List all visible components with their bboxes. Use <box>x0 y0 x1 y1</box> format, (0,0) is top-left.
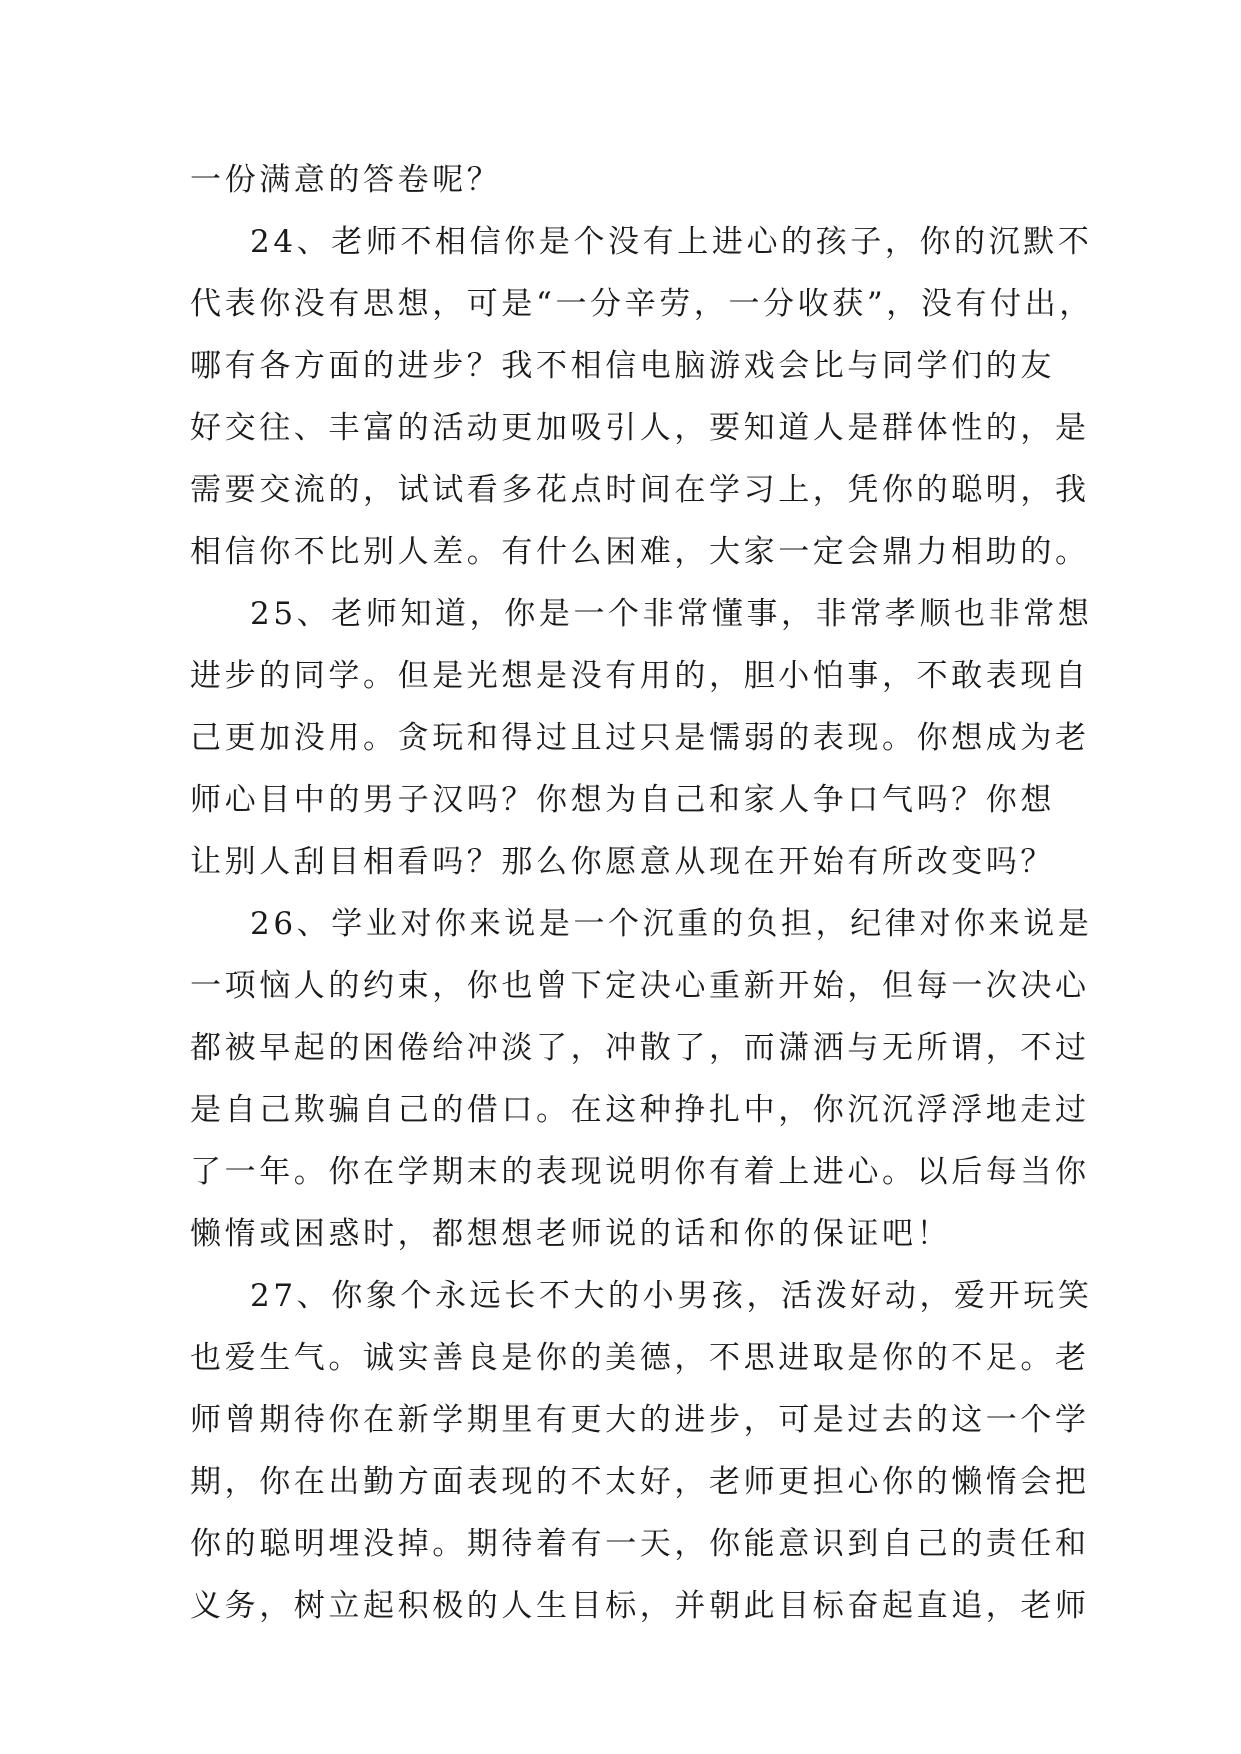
text-line: 代表你没有思想，可是“一分辛劳，一分收获”，没有付出， <box>190 286 1094 322</box>
text-line: 哪有各方面的进步？我不相信电脑游戏会比与同学们的友 <box>190 348 1055 384</box>
text-line: 26、学业对你来说是一个沉重的负担，纪律对你来说是 <box>250 906 1093 942</box>
text-line: 己更加没用。贪玩和得过且过只是懦弱的表现。你想成为老 <box>190 720 1090 756</box>
text-line: 进步的同学。但是光想是没有用的，胆小怕事，不敢表现自 <box>190 658 1090 694</box>
text-line: 让别人刮目相看吗？那么你愿意从现在开始有所改变吗？ <box>190 844 1055 880</box>
text-line: 是自己欺骗自己的借口。在这种挣扎中，你沉沉浮浮地走过 <box>190 1092 1090 1128</box>
text-line: 相信你不比别人差。有什么困难，大家一定会鼎力相助的。 <box>190 534 1090 570</box>
text-line: 也爱生气。诚实善良是你的美德，不思进取是你的不足。老 <box>190 1340 1090 1376</box>
text-line: 师曾期待你在新学期里有更大的进步，可是过去的这一个学 <box>190 1402 1090 1438</box>
text-line: 期，你在出勤方面表现的不太好，老师更担心你的懒惰会把 <box>190 1464 1090 1500</box>
text-line: 都被早起的困倦给冲淡了，冲散了，而潇洒与无所谓，不过 <box>190 1030 1090 1066</box>
text-line: 需要交流的，试试看多花点时间在学习上，凭你的聪明，我 <box>190 472 1090 508</box>
text-line: 师心目中的男子汉吗？你想为自己和家人争口气吗？你想 <box>190 782 1055 818</box>
text-line: 一份满意的答卷呢？ <box>190 162 502 198</box>
text-line: 一项恼人的约束，你也曾下定决心重新开始，但每一次决心 <box>190 968 1090 1004</box>
text-line: 义务，树立起积极的人生目标，并朝此目标奋起直追，老师 <box>190 1588 1090 1624</box>
text-line: 你的聪明埋没掉。期待着有一天，你能意识到自己的责任和 <box>190 1526 1090 1562</box>
text-line: 好交往、丰富的活动更加吸引人，要知道人是群体性的，是 <box>190 410 1090 446</box>
text-line: 25、老师知道，你是一个非常懂事，非常孝顺也非常想 <box>250 596 1093 632</box>
text-line: 了一年。你在学期末的表现说明你有着上进心。以后每当你 <box>190 1154 1090 1190</box>
text-line: 27、你象个永远长不大的小男孩，活泼好动，爱开玩笑 <box>250 1278 1093 1314</box>
text-line: 24、老师不相信你是个没有上进心的孩子，你的沉默不 <box>250 224 1093 260</box>
text-line: 懒惰或困惑时，都想想老师说的话和你的保证吧！ <box>190 1216 952 1252</box>
